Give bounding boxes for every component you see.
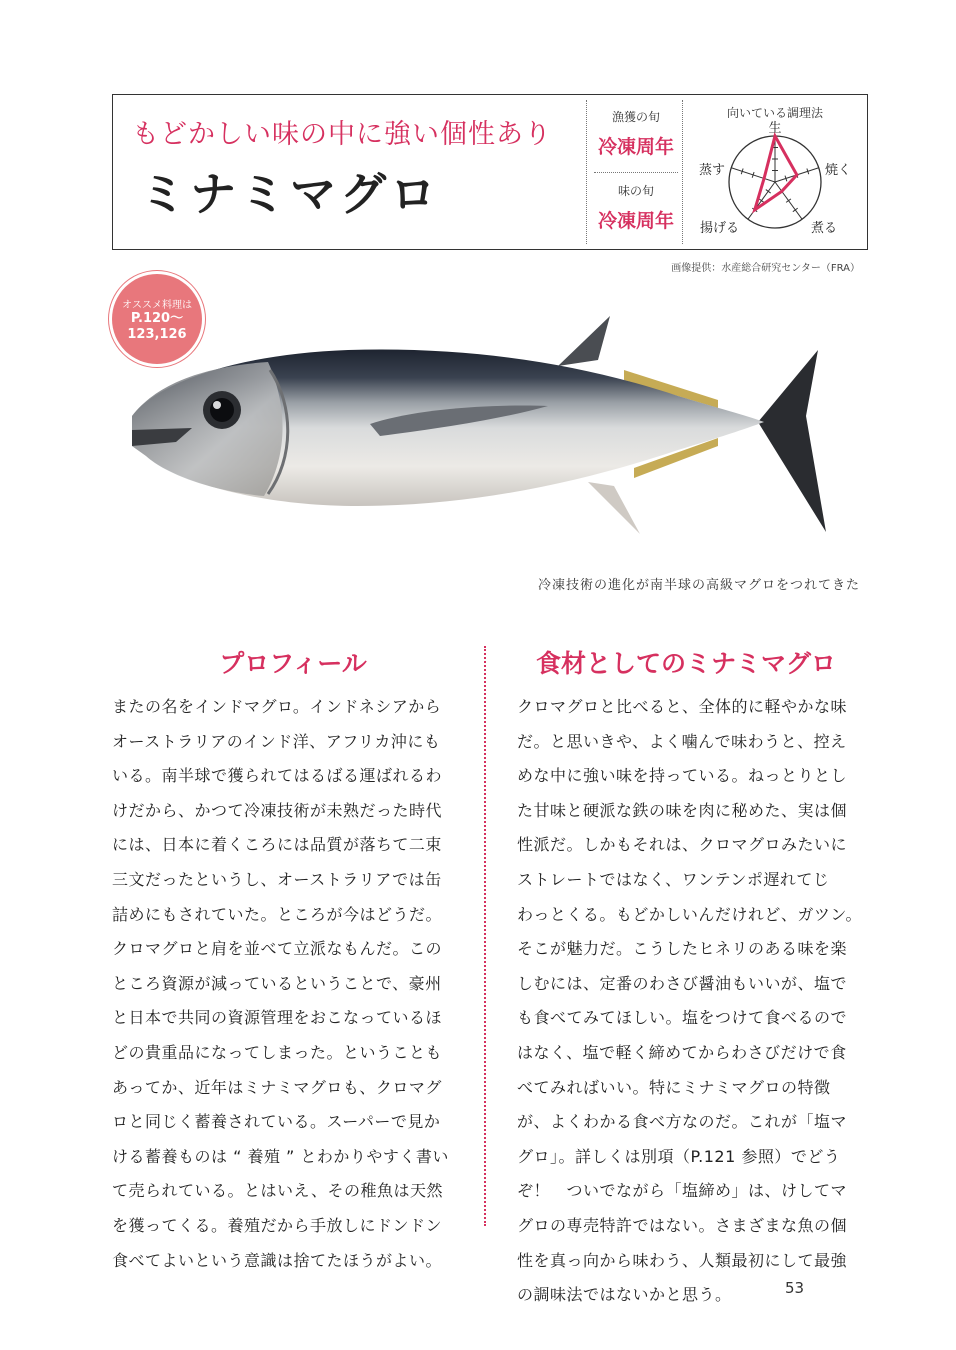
text-line: を獲ってくる。養殖だから手放しにドンドン	[112, 1215, 443, 1235]
southern-bluefin-tuna-image	[118, 296, 838, 546]
text-line: ロと同じく蓄養されている。スーパーで見か	[112, 1112, 441, 1132]
radar-tick	[786, 199, 791, 203]
cooking-methods-title: 向いている調理法	[726, 106, 823, 120]
radar-tick	[746, 217, 751, 221]
radar-tick	[793, 208, 798, 212]
text-line: クロマグロと比べると、全体的に軽やかな味	[517, 697, 848, 716]
text-line: いる。南半球で獲られてはるばる運ばれるわ	[112, 766, 443, 786]
text-line: べてみればいい。特にミナミマグロの特徴	[517, 1077, 831, 1097]
text-line: 性を真っ向から味わう、人類最初にして最強	[517, 1250, 848, 1270]
profile-heading: プロフィール	[219, 649, 367, 678]
text-line: だ。と思いきや、よく噛んで味わうと、控え	[517, 731, 847, 751]
text-line: ぞ！ ついでながら「塩締め」は、けしてマ	[517, 1181, 848, 1201]
text-line: どの貴重品になってしまった。ということも	[112, 1042, 443, 1062]
radar-axis-label: 揚げる	[699, 221, 739, 236]
text-line: あってか、近年はミナミマグロも、クロマグ	[112, 1077, 442, 1097]
text-line: めな中に強い味を持っている。ねっとりとし	[517, 766, 848, 786]
text-line: 詰めにもされていた。ところが今はどうだ。	[112, 904, 443, 924]
radar-axis-label: 蒸す	[698, 163, 725, 178]
fish-name-title: ミナミマグロ	[140, 167, 440, 221]
image-caption: 冷凍技術の進化が南半球の高級マグロをつれてきた	[537, 578, 860, 593]
text-line: そこが魅力だ。こうしたヒネリのある味を楽	[517, 939, 848, 959]
radar-tick	[800, 217, 805, 221]
page-number: 53	[785, 1279, 805, 1297]
text-line: はなく、塩で軽く締めてからわさびだけで食	[517, 1042, 847, 1062]
text-line: の調味法ではないかと思う。	[517, 1285, 732, 1305]
text-line: わっとくる。もどかしいんだけれど、ガツン。	[517, 904, 863, 924]
text-line: けだから、かつて冷凍技術が未熟だった時代	[112, 800, 443, 820]
radar-tick	[766, 190, 771, 194]
header-divider-left	[586, 100, 587, 244]
cooking-radar-chart	[690, 118, 860, 242]
season-divider	[594, 172, 678, 173]
text-line: グロの専売特許ではない。さまざまな魚の個	[517, 1215, 848, 1235]
text-line: オーストラリアのインド洋、アフリカ沖にも	[112, 731, 441, 751]
catch-season-label: 漁獲の旬	[611, 110, 660, 124]
text-line: た甘味と硬派な鉄の味を肉に秘めた、実は個	[517, 800, 848, 820]
profile-text	[112, 690, 449, 1278]
text-line: が、よくわかる食べ方なのだ。これが「塩マ	[517, 1112, 848, 1132]
text-line: て売られている。とはいえ、その稚魚は天然	[112, 1181, 443, 1201]
text-line: ストレートではなく、ワンテンポ遅れてじ	[517, 869, 830, 889]
radar-axis-label: 生	[768, 121, 782, 136]
radar-axis-label: 焼く	[825, 163, 852, 178]
header-divider-right	[682, 100, 683, 244]
text-line: ける蓄養ものは “ 養殖 ” とわかりやすく書い	[112, 1146, 449, 1166]
column-divider	[484, 646, 486, 1226]
text-line: またの名をインドマグロ。インドネシアから	[112, 697, 442, 716]
catch-season-value: 冷凍周年	[597, 136, 674, 158]
text-line: しむには、定番のわさび醤油もいいが、塩で	[517, 973, 848, 993]
taste-season-label: 味の旬	[617, 184, 654, 198]
text-line: も食べてみてほしい。塩をつけて食べるので	[517, 1008, 848, 1028]
radar-tick	[759, 199, 764, 203]
text-line: 食べてよいという意識は捨てたほうがよい。	[112, 1250, 443, 1270]
photo-credit: 画像提供：水産総合研究センター（FRA）	[671, 263, 860, 274]
ingredient-text	[517, 690, 862, 1313]
badge-label: オススメ料理は	[122, 300, 192, 311]
subtitle: もどかしい味の中に強い個性あり	[132, 119, 552, 150]
ingredient-heading: 食材としてのミナミマグロ	[535, 649, 836, 678]
text-line: と日本で共同の資源管理をおこなっているほ	[112, 1008, 443, 1028]
radar-axis-label: 煮る	[811, 221, 838, 236]
badge-pages: P.120～ 123,126	[127, 311, 187, 342]
text-line: クロマグロと肩を並べて立派なもんだ。この	[112, 939, 443, 959]
taste-season-value: 冷凍周年	[597, 210, 674, 232]
text-line: グロ」。詳しくは別項（P.121 参照）でどう	[517, 1146, 841, 1166]
text-line: 性派だ。しかもそれは、クロマグロみたいに	[517, 835, 848, 855]
text-line: ところ資源が減っているということで、豪州	[112, 973, 442, 993]
text-line: には、日本に着くころには品質が落ちて二束	[112, 835, 442, 855]
text-line: 三文だったというし、オーストラリアでは缶	[112, 869, 442, 889]
